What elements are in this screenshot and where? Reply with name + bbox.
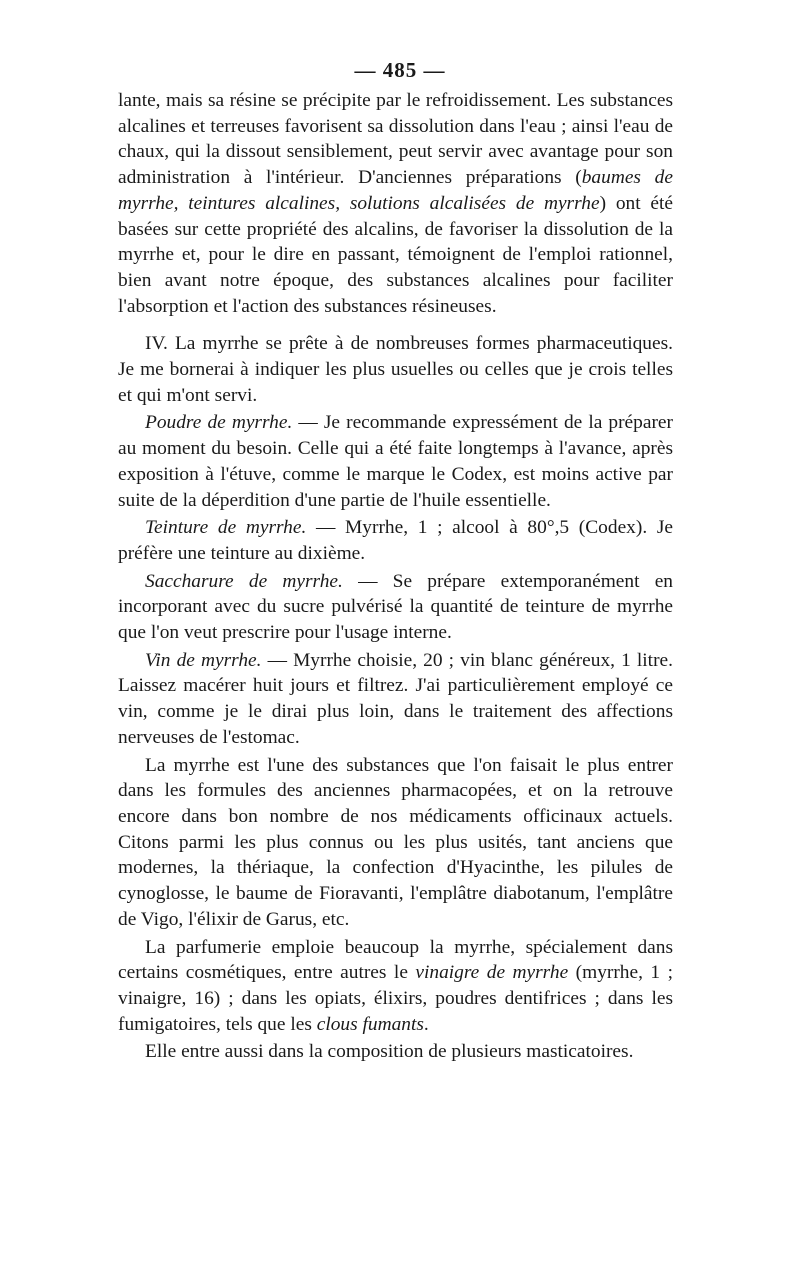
paragraph-section-iv: IV. La myrrhe se prête à de nombreuses formes pharmaceutiques. Je me bornerai à indiquer les plus usuelles ou celles que je crois telles et qui m'ont servi. <box>118 333 673 406</box>
italic-clous-fumants: clous fumants <box>316 1013 424 1035</box>
heading-vin-de-myrrhe: Vin de myrrhe. <box>145 649 262 671</box>
paragraph-parfumerie: La parfumerie emploie beaucoup la myrrhe, spécialement dans certains cosmétiques, entre autres le vinaigre de myrrhe (myrrhe, 1 ; vinaigre, 16) ; dans les opiats, élixirs, poudres dentifrices ; dans les fumigatoires, tels que les clous fumants. <box>118 936 673 1035</box>
paragraph-teinture: Teinture de myrrhe. — Myrrhe, 1 ; alcool à 80°,5 (Codex). Je préfère une teinture au dixième. <box>118 517 673 564</box>
body-text <box>118 88 673 1065</box>
paragraph-saccharure: Saccharure de myrrhe. — Se prépare extemporanément en incorporant avec du sucre pulvérisé la quantité de teinture de myrrhe que l'on veut prescrire pour l'usage interne. <box>118 570 673 644</box>
heading-saccharure-de-myrrhe: Saccharure de myrrhe. <box>145 570 343 592</box>
heading-teinture-de-myrrhe: Teinture de myrrhe. <box>145 517 307 539</box>
paragraph-alkaline-solubility: lante, mais sa résine se précipite par le refroidissement. Les substances alcalines et terreuses favorisent sa dissolution dans l'eau ; ainsi l'eau de chaux, qui la dissout sensiblement, peut servir avec avantage pour son administration à l'intérieur. D'anciennes préparations (baumes de myrrhe, teintures alcalines, solutions alcalisées de myrrhe) ont été basées sur cette propriété des alcalins, de favoriser la dissolution de la myrrhe et, pour le dire en passant, témoignent de l'emploi rationnel, bien avant notre époque, des substances alcalines pour faciliter l'absorption et l'action des substances résineuses. <box>118 90 673 317</box>
heading-poudre-de-myrrhe: Poudre de myrrhe. <box>145 412 293 434</box>
italic-vinaigre-de-myrrhe: vinaigre de myrrhe <box>415 962 569 984</box>
page-number: — 485 — <box>354 58 446 82</box>
italic-preparations: baumes de myrrhe, teintures alcalines, solutions alcalisées de myrrhe <box>118 167 673 214</box>
paragraph-vin: Vin de myrrhe. — Myrrhe choisie, 20 ; vin blanc généreux, 1 litre. Laissez macérer huit jours et filtrez. J'ai particulièrement employé ce vin, comme je le dirai plus loin, dans le traitement des affections nerveuses de l'estomac. <box>118 649 673 748</box>
paragraph-pharmacopees: La myrrhe est l'une des substances que l'on faisait le plus entrer dans les formules des anciennes pharmacopées, et on la retrouve encore dans bon nombre de nos médicaments officinaux actuels. Citons parmi les plus connus ou les plus usités, tant anciens que modernes, la thériaque, la confection d'Hyacinthe, les pilules de cynoglosse, le baume de Fioravanti, l'emplâtre diabotanum, l'emplâtre de Vigo, l'élixir de Garus, etc. <box>118 754 673 930</box>
paragraph-poudre: Poudre de myrrhe. — Je recommande expressément de la préparer au moment du besoin. Celle qui a été faite longtemps à l'avance, après exposition à l'étuve, comme le marque le Codex, est moins active par suite de la déperdition d'une partie de l'huile essentielle. <box>118 412 673 511</box>
paragraph-masticatoires: Elle entre aussi dans la composition de plusieurs masticatoires. <box>145 1041 634 1063</box>
